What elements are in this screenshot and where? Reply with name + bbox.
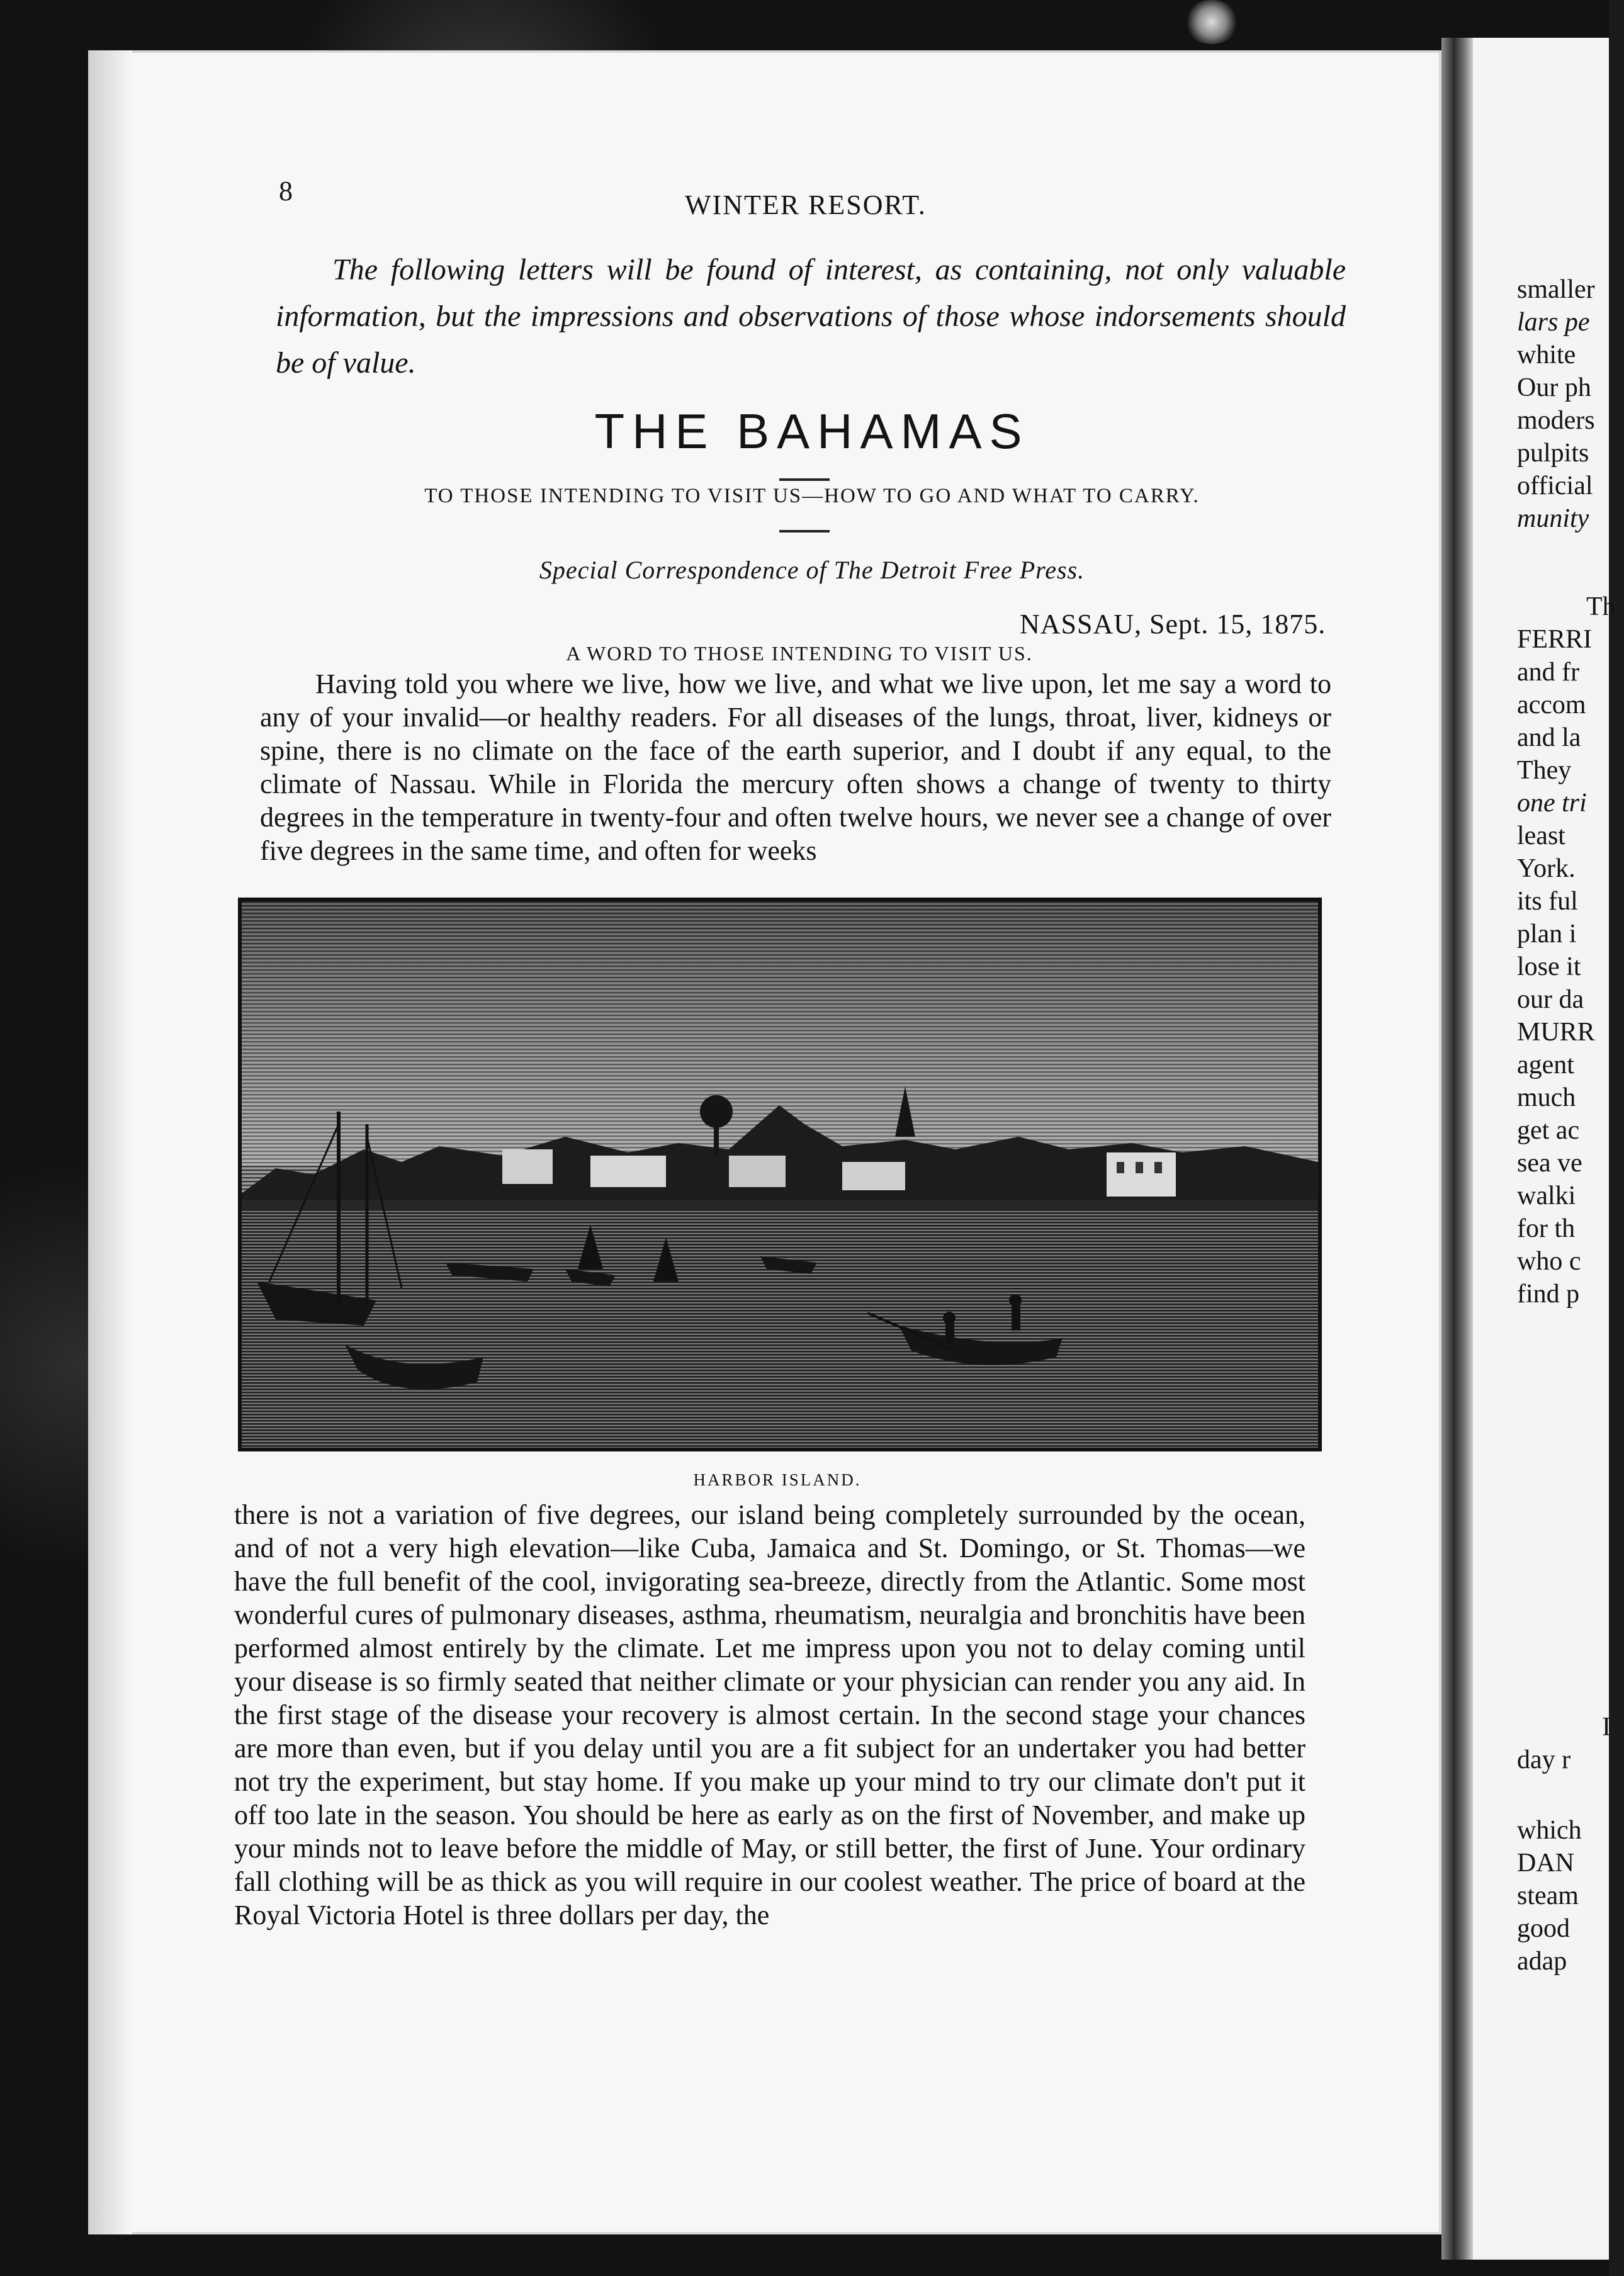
facing-line: plan i — [1517, 920, 1577, 949]
facing-line: steam — [1517, 1881, 1579, 1910]
facing-line: lose it — [1517, 952, 1581, 981]
figure-caption: HARBOR ISLAND. — [693, 1470, 862, 1489]
facing-line: and fr — [1517, 658, 1580, 687]
body-paragraph-2: there is not a variation of five degrees, our island being completely surrounded by the ocean, and of not a very high elevation—like Cuba, Jamaica and St. Domingo, or St. Thomas—we have the full benefit of the cool, invigorating sea-breeze, directly from the Atlantic. Some most wonderful cures of pulmonary diseases, asthma, rheumatism, neuralgia and bronchitis have been performed almost entirely by the climate. Let me impress upon you not to delay coming until your disease is so firmly seated that neither climate or your physician can render you any aid. In the first stage of the disease your recovery is almost certain. In the second stage your chances are more than even, but if you delay until you are a fit subject for an undertaker you had better not try the experiment, but stay home. If you make up your mind to try our climate don't put it off too late in the season. You should be here as early as on the first of November, and make up your minds not to leave before the middle of May, or still better, the first of June. Your ordinary fall clothing will be as thick as you will require in our coolest weather. The price of board at the Royal Victoria Hotel is three dollars per day, the — [234, 1499, 1305, 1930]
facing-line: accom — [1517, 690, 1586, 719]
running-head: WINTER RESORT. — [685, 189, 927, 220]
dateline: NASSAU, Sept. 15, 1875. — [1020, 609, 1326, 639]
facing-line: our da — [1517, 985, 1584, 1014]
facing-line: pulpits — [1517, 439, 1589, 468]
facing-line: Th — [1586, 592, 1616, 621]
facing-line: agent — [1517, 1051, 1574, 1079]
facing-line: one tri — [1517, 789, 1587, 818]
facing-line: least — [1517, 821, 1565, 850]
facing-line: and la — [1517, 723, 1581, 752]
facing-line: FERRI — [1517, 625, 1593, 654]
facing-line: moders — [1517, 406, 1595, 435]
facing-line: find p — [1517, 1280, 1580, 1309]
facing-line: MURR — [1517, 1018, 1595, 1047]
page-number: 8 — [279, 176, 293, 206]
facing-line: DAN — [1517, 1849, 1574, 1878]
facing-line: York. — [1517, 854, 1576, 883]
facing-line: I — [1602, 1713, 1611, 1742]
facing-line: its ful — [1517, 887, 1578, 916]
facing-line: official — [1517, 471, 1593, 500]
facing-line: get ac — [1517, 1116, 1580, 1145]
facing-line: who c — [1517, 1247, 1581, 1276]
facing-line: good — [1517, 1914, 1570, 1943]
facing-line: much — [1517, 1083, 1576, 1112]
facing-line: walki — [1517, 1181, 1576, 1210]
scan-speck — [1183, 0, 1240, 44]
article-title: THE BAHAMAS — [594, 403, 1030, 459]
facing-line: which — [1517, 1816, 1582, 1845]
facing-line: Our ph — [1517, 373, 1591, 402]
body-paragraph-1: Having told you where we live, how we live, and what we live upon, let me say a word to any of your invalid—or healthy readers. For all diseases of the lungs, throat, liver, kidneys or spine, there is no climate on the face of the earth superior, and I doubt if any equal, to the climate of Nassau. While in Florida the mercury often shows a change of twenty to thirty degrees in the temperature in twenty-four and often twelve hours, we never see a change of over five degrees in the same time, and often for weeks — [260, 668, 1331, 866]
article-subtitle: TO THOSE INTENDING TO VISIT US—HOW TO GO AND WHAT TO CARRY. — [424, 485, 1200, 507]
facing-line: munity — [1517, 504, 1589, 533]
title-rule-bottom — [779, 530, 830, 532]
facing-line: white — [1517, 341, 1576, 369]
harbor-island-engraving — [238, 898, 1322, 1451]
correspondence-line: Special Correspondence of The Detroit Free Press. — [539, 556, 1085, 584]
facing-line: adap — [1517, 1947, 1567, 1976]
facing-line: for th — [1517, 1214, 1576, 1243]
facing-line: smaller — [1517, 275, 1595, 304]
facing-page-fragment — [1473, 38, 1616, 2260]
title-rule-top — [779, 478, 830, 481]
page-edge-shadow — [88, 50, 132, 2234]
intro-paragraph: The following letters will be found of interest, as containing, not only valuable information, but the impressions and observations of those whose indorsements should be of value. — [276, 253, 1346, 380]
facing-line: day r — [1517, 1745, 1571, 1774]
book-gutter — [1441, 38, 1473, 2260]
facing-line: They — [1517, 756, 1572, 785]
section-heading: A WORD TO THOSE INTENDING TO VISIT US. — [566, 642, 1033, 665]
facing-line: lars pe — [1517, 308, 1590, 337]
facing-line: sea ve — [1517, 1149, 1582, 1178]
